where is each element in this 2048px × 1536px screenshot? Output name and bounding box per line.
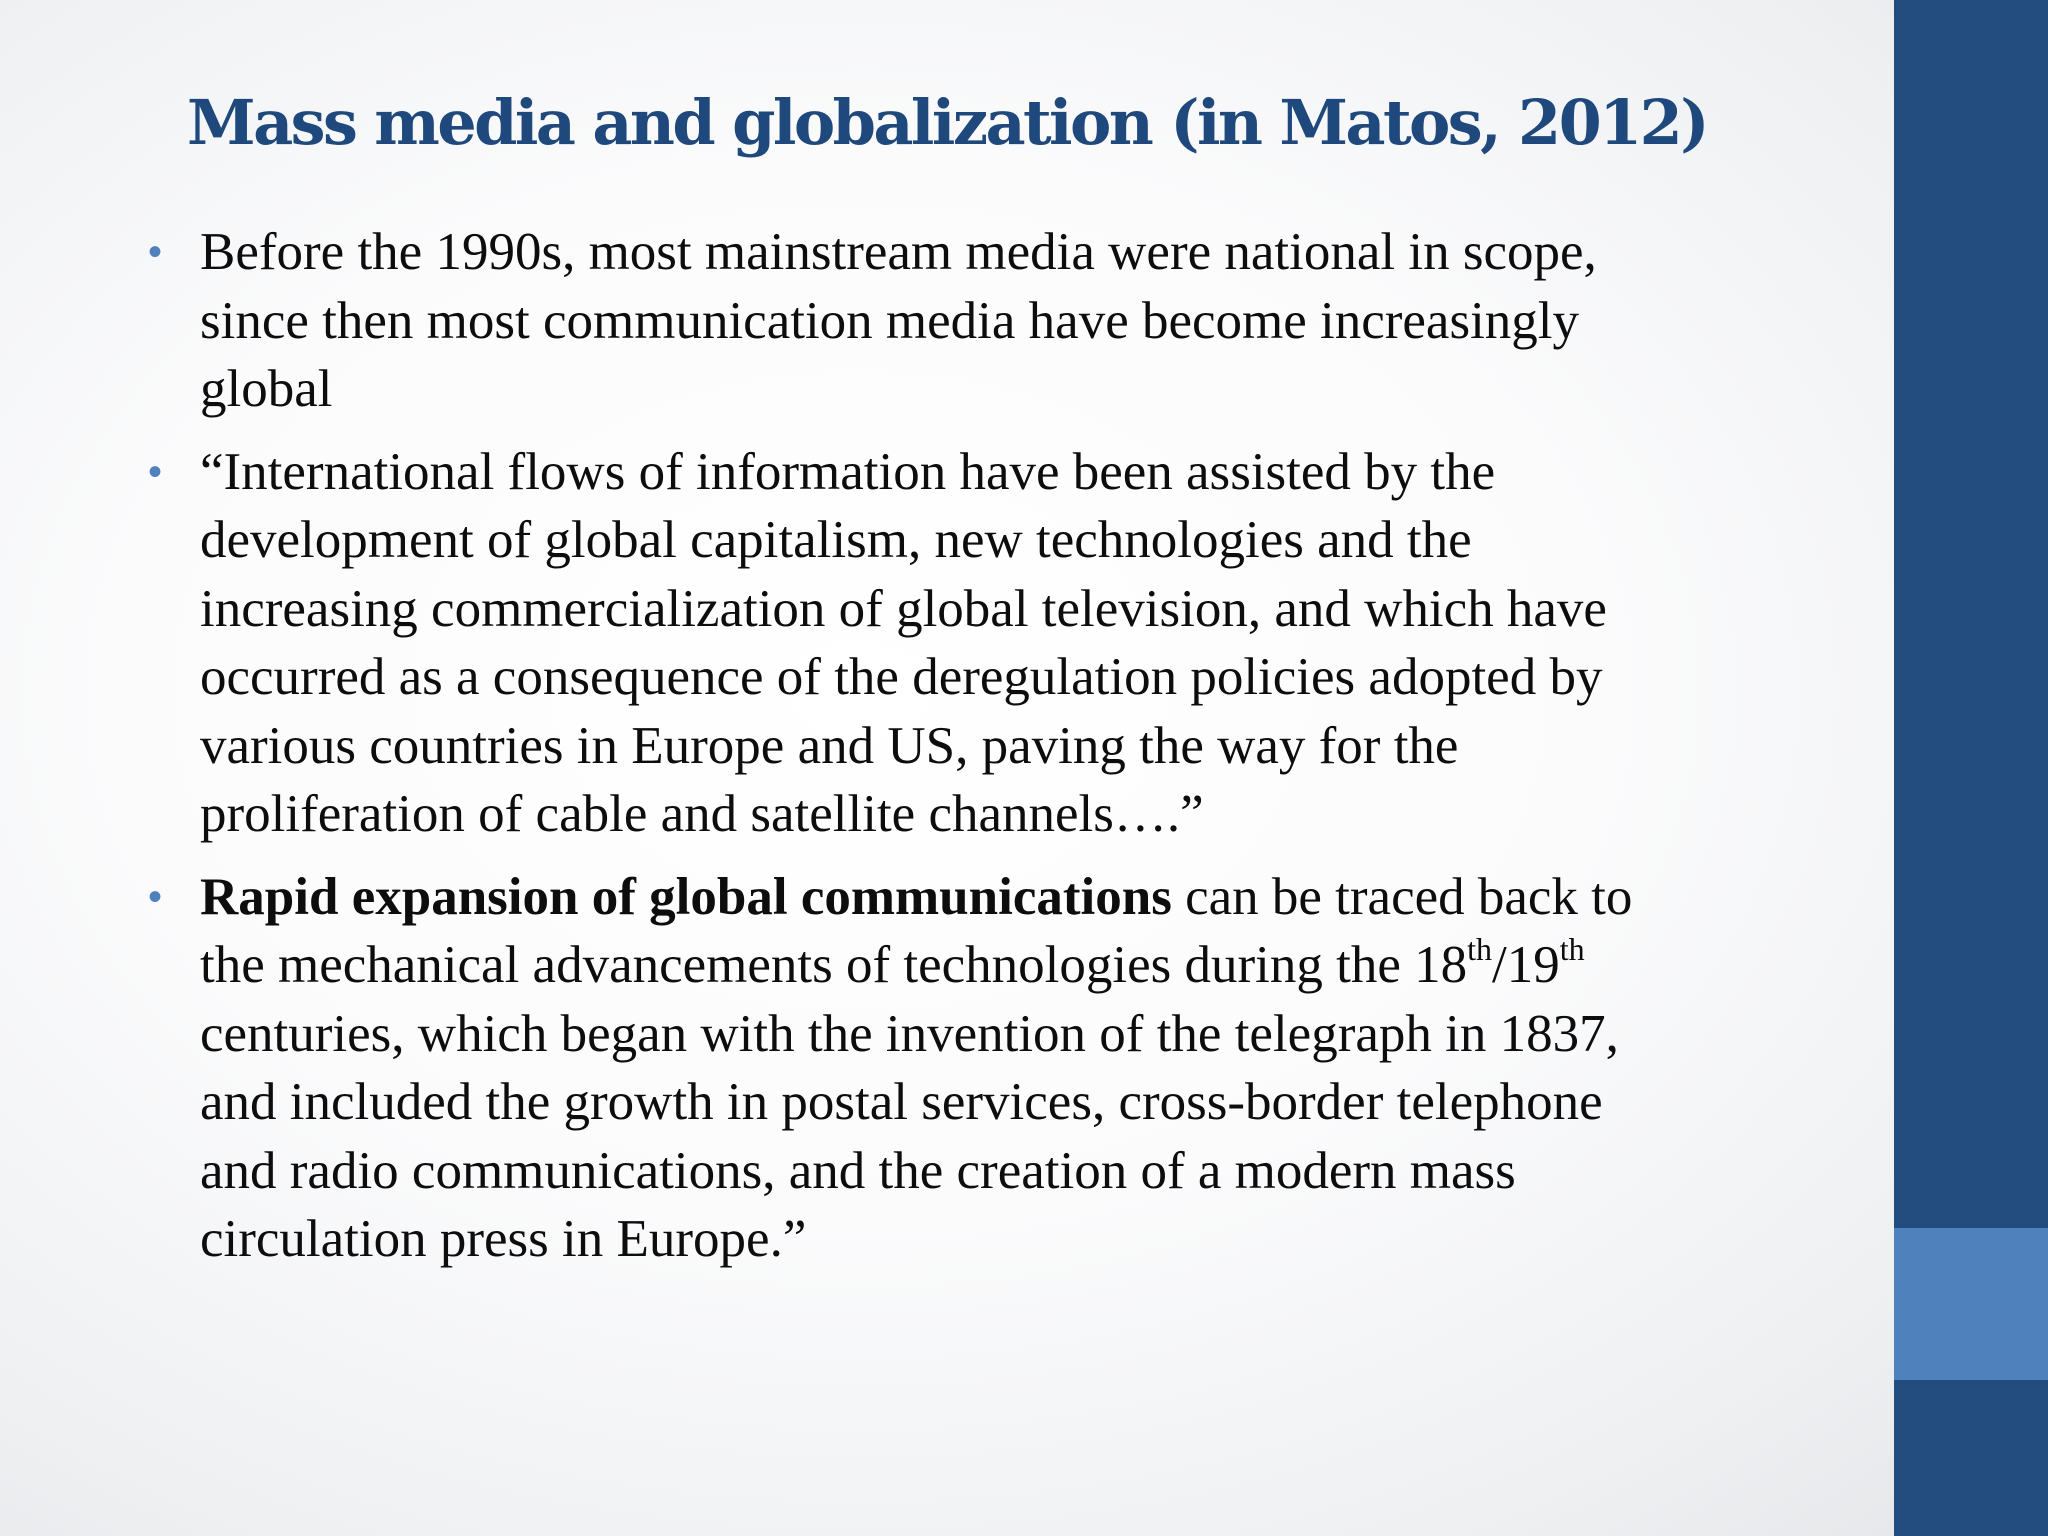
bullet-text-line: can be traced back to bbox=[1171, 867, 1633, 926]
bullet-item-1 bbox=[148, 218, 1748, 424]
bullet-text-line: “International flows of information have been assisted by the bbox=[200, 442, 1496, 501]
bullet-text-line: global bbox=[200, 360, 333, 418]
side-bar-accent bbox=[1894, 1228, 2048, 1380]
slide-title: Mass media and globalization (in Matos, 2012) bbox=[187, 86, 1707, 159]
bullet-text-line: various countries in Europe and US, paving the way for the bbox=[200, 716, 1459, 775]
bullet-dot: • bbox=[148, 449, 163, 494]
bullet-text-line: and included the growth in postal services, cross-border telephone bbox=[200, 1073, 1603, 1131]
bullet-text-line: development of global capitalism, new technologies and the bbox=[200, 511, 1472, 569]
bullet-text-line: centuries, which began with the invention of the telegraph in 1837, bbox=[200, 1004, 1619, 1063]
bullet-text-line: the mechanical advancements of technologies during the 18 bbox=[200, 936, 1468, 994]
bullet-text-line: and radio communications, and the creation of a modern mass bbox=[200, 1141, 1516, 1200]
bullet-text-fragment: /19 bbox=[1492, 936, 1560, 994]
bullet-item-2 bbox=[148, 438, 1748, 849]
bullet-item-3 bbox=[148, 863, 1748, 1274]
superscript: th bbox=[1559, 931, 1585, 967]
bullet-dot: • bbox=[148, 874, 163, 919]
bullet-text-line: proliferation of cable and satellite channels….” bbox=[200, 785, 1204, 843]
bold-lead-text: Rapid expansion of global communications bbox=[200, 867, 1172, 926]
bullet-text-line: increasing commercialization of global television, and which have bbox=[200, 579, 1607, 638]
bullet-text-line: Before the 1990s, most mainstream media were national in scope, bbox=[200, 223, 1597, 281]
bullet-text-line: since then most communication media have become increasingly bbox=[200, 291, 1580, 350]
bullet-list bbox=[148, 218, 1748, 1288]
bullet-text-line: circulation press in Europe.” bbox=[200, 1210, 807, 1268]
bullet-dot: • bbox=[148, 230, 163, 274]
superscript: th bbox=[1467, 931, 1493, 967]
bullet-text-line: occurred as a consequence of the deregulation policies adopted by bbox=[200, 648, 1603, 706]
